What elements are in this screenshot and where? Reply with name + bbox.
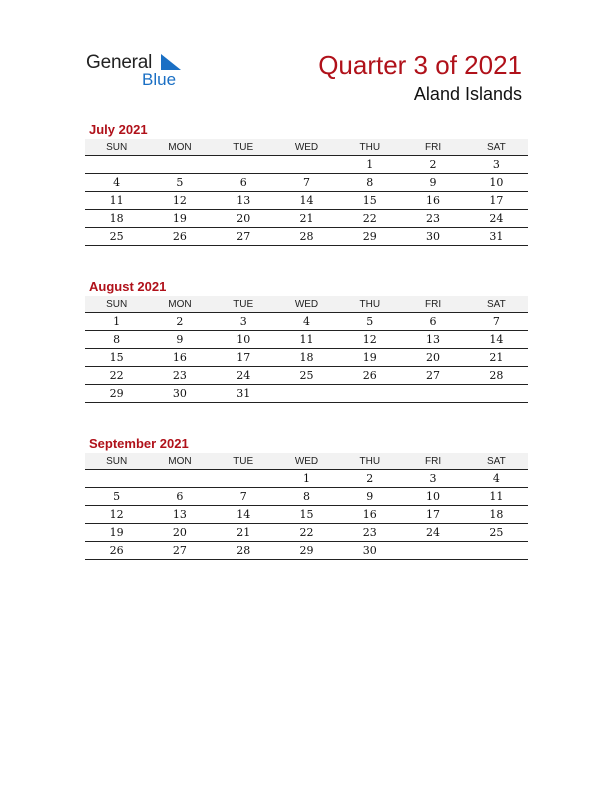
day-cell: 13 bbox=[148, 506, 211, 524]
logo bbox=[86, 52, 196, 92]
day-cell: 26 bbox=[338, 367, 401, 385]
day-cell: 1 bbox=[85, 313, 148, 331]
weekday-fri: FRI bbox=[401, 296, 464, 313]
day-cell: 8 bbox=[85, 331, 148, 349]
weekday-thu: THU bbox=[338, 296, 401, 313]
day-cell: 14 bbox=[212, 506, 275, 524]
day-cell: 26 bbox=[148, 228, 211, 246]
day-cell bbox=[148, 470, 211, 488]
day-cell: 2 bbox=[338, 470, 401, 488]
week-row bbox=[85, 331, 528, 349]
day-cell: 31 bbox=[465, 228, 528, 246]
day-cell: 2 bbox=[148, 313, 211, 331]
day-cell: 21 bbox=[275, 210, 338, 228]
day-cell: 14 bbox=[465, 331, 528, 349]
day-cell bbox=[275, 156, 338, 174]
day-cell bbox=[212, 156, 275, 174]
day-cell: 7 bbox=[465, 313, 528, 331]
week-row bbox=[85, 524, 528, 542]
weekday-wed: WED bbox=[275, 139, 338, 156]
weekday-header-row bbox=[85, 453, 528, 470]
month-september bbox=[85, 435, 528, 560]
day-cell: 9 bbox=[148, 331, 211, 349]
week-row bbox=[85, 349, 528, 367]
day-cell: 28 bbox=[212, 542, 275, 560]
day-cell: 8 bbox=[275, 488, 338, 506]
day-cell: 23 bbox=[401, 210, 464, 228]
day-cell: 3 bbox=[212, 313, 275, 331]
weekday-wed: WED bbox=[275, 453, 338, 470]
day-cell: 25 bbox=[465, 524, 528, 542]
day-cell: 21 bbox=[465, 349, 528, 367]
day-cell bbox=[401, 385, 464, 403]
day-cell: 18 bbox=[275, 349, 338, 367]
day-cell: 7 bbox=[212, 488, 275, 506]
day-cell: 24 bbox=[401, 524, 464, 542]
day-cell: 30 bbox=[338, 542, 401, 560]
day-cell: 15 bbox=[338, 192, 401, 210]
day-cell bbox=[338, 385, 401, 403]
day-cell: 17 bbox=[401, 506, 464, 524]
week-row bbox=[85, 174, 528, 192]
day-cell bbox=[465, 542, 528, 560]
day-cell: 11 bbox=[465, 488, 528, 506]
day-cell: 30 bbox=[401, 228, 464, 246]
day-cell: 3 bbox=[401, 470, 464, 488]
weekday-mon: MON bbox=[148, 139, 211, 156]
day-cell: 5 bbox=[148, 174, 211, 192]
day-cell: 10 bbox=[212, 331, 275, 349]
weekday-sat: SAT bbox=[465, 453, 528, 470]
weekday-mon: MON bbox=[148, 296, 211, 313]
logo-triangle-icon bbox=[161, 54, 181, 70]
day-cell: 6 bbox=[148, 488, 211, 506]
day-cell: 18 bbox=[85, 210, 148, 228]
weekday-sat: SAT bbox=[465, 139, 528, 156]
day-cell: 20 bbox=[148, 524, 211, 542]
day-cell: 3 bbox=[465, 156, 528, 174]
week-row bbox=[85, 506, 528, 524]
month-title: August 2021 bbox=[89, 279, 167, 294]
day-cell: 24 bbox=[465, 210, 528, 228]
page-title: Quarter 3 of 2021 bbox=[318, 50, 522, 80]
day-cell: 2 bbox=[401, 156, 464, 174]
day-cell: 13 bbox=[212, 192, 275, 210]
day-cell: 10 bbox=[465, 174, 528, 192]
month-title: September 2021 bbox=[89, 436, 189, 451]
day-cell: 10 bbox=[401, 488, 464, 506]
day-cell: 5 bbox=[85, 488, 148, 506]
week-row bbox=[85, 470, 528, 488]
day-cell: 27 bbox=[401, 367, 464, 385]
day-cell: 30 bbox=[148, 385, 211, 403]
day-cell: 9 bbox=[401, 174, 464, 192]
weekday-thu: THU bbox=[338, 453, 401, 470]
month-august bbox=[85, 278, 528, 403]
day-cell: 8 bbox=[338, 174, 401, 192]
day-cell: 12 bbox=[85, 506, 148, 524]
weekday-sun: SUN bbox=[85, 453, 148, 470]
weekday-tue: TUE bbox=[212, 139, 275, 156]
day-cell: 24 bbox=[212, 367, 275, 385]
day-cell: 23 bbox=[338, 524, 401, 542]
day-cell: 12 bbox=[148, 192, 211, 210]
day-cell: 13 bbox=[401, 331, 464, 349]
month-title: July 2021 bbox=[89, 122, 148, 137]
day-cell: 16 bbox=[401, 192, 464, 210]
day-cell: 28 bbox=[275, 228, 338, 246]
week-row bbox=[85, 156, 528, 174]
day-cell: 31 bbox=[212, 385, 275, 403]
day-cell: 17 bbox=[465, 192, 528, 210]
calendar-table bbox=[85, 453, 528, 560]
day-cell bbox=[148, 156, 211, 174]
day-cell: 4 bbox=[465, 470, 528, 488]
weekday-sun: SUN bbox=[85, 296, 148, 313]
day-cell: 14 bbox=[275, 192, 338, 210]
day-cell: 22 bbox=[338, 210, 401, 228]
day-cell: 5 bbox=[338, 313, 401, 331]
logo-text-general: General bbox=[86, 52, 153, 73]
day-cell bbox=[85, 156, 148, 174]
month-july bbox=[85, 121, 528, 246]
day-cell bbox=[212, 470, 275, 488]
day-cell: 15 bbox=[275, 506, 338, 524]
day-cell: 20 bbox=[401, 349, 464, 367]
day-cell: 6 bbox=[401, 313, 464, 331]
day-cell: 19 bbox=[85, 524, 148, 542]
week-row bbox=[85, 488, 528, 506]
weekday-header-row bbox=[85, 296, 528, 313]
day-cell: 6 bbox=[212, 174, 275, 192]
day-cell: 15 bbox=[85, 349, 148, 367]
calendar-table bbox=[85, 296, 528, 403]
day-cell: 26 bbox=[85, 542, 148, 560]
week-row bbox=[85, 542, 528, 560]
week-row bbox=[85, 228, 528, 246]
day-cell: 19 bbox=[148, 210, 211, 228]
day-cell: 19 bbox=[338, 349, 401, 367]
day-cell: 29 bbox=[338, 228, 401, 246]
week-row bbox=[85, 385, 528, 403]
day-cell: 18 bbox=[465, 506, 528, 524]
day-cell bbox=[275, 385, 338, 403]
day-cell bbox=[465, 385, 528, 403]
day-cell bbox=[85, 470, 148, 488]
day-cell: 22 bbox=[275, 524, 338, 542]
day-cell: 9 bbox=[338, 488, 401, 506]
week-row bbox=[85, 192, 528, 210]
day-cell: 16 bbox=[338, 506, 401, 524]
weekday-wed: WED bbox=[275, 296, 338, 313]
weekday-header-row bbox=[85, 139, 528, 156]
week-row bbox=[85, 367, 528, 385]
day-cell: 22 bbox=[85, 367, 148, 385]
day-cell: 7 bbox=[275, 174, 338, 192]
day-cell: 27 bbox=[212, 228, 275, 246]
day-cell: 20 bbox=[212, 210, 275, 228]
day-cell: 29 bbox=[275, 542, 338, 560]
day-cell: 27 bbox=[148, 542, 211, 560]
weekday-tue: TUE bbox=[212, 453, 275, 470]
calendar-table bbox=[85, 139, 528, 246]
week-row bbox=[85, 313, 528, 331]
day-cell bbox=[401, 542, 464, 560]
day-cell: 11 bbox=[275, 331, 338, 349]
day-cell: 11 bbox=[85, 192, 148, 210]
weekday-fri: FRI bbox=[401, 139, 464, 156]
day-cell: 4 bbox=[85, 174, 148, 192]
logo-text-blue: Blue bbox=[142, 70, 177, 89]
day-cell: 25 bbox=[85, 228, 148, 246]
day-cell: 16 bbox=[148, 349, 211, 367]
day-cell: 4 bbox=[275, 313, 338, 331]
page-subtitle: Aland Islands bbox=[413, 84, 522, 104]
weekday-sat: SAT bbox=[465, 296, 528, 313]
day-cell: 1 bbox=[338, 156, 401, 174]
day-cell: 29 bbox=[85, 385, 148, 403]
day-cell: 12 bbox=[338, 331, 401, 349]
weekday-tue: TUE bbox=[212, 296, 275, 313]
weekday-thu: THU bbox=[338, 139, 401, 156]
weekday-fri: FRI bbox=[401, 453, 464, 470]
day-cell: 21 bbox=[212, 524, 275, 542]
day-cell: 17 bbox=[212, 349, 275, 367]
week-row bbox=[85, 210, 528, 228]
day-cell: 1 bbox=[275, 470, 338, 488]
weekday-mon: MON bbox=[148, 453, 211, 470]
day-cell: 23 bbox=[148, 367, 211, 385]
day-cell: 25 bbox=[275, 367, 338, 385]
weekday-sun: SUN bbox=[85, 139, 148, 156]
day-cell: 28 bbox=[465, 367, 528, 385]
